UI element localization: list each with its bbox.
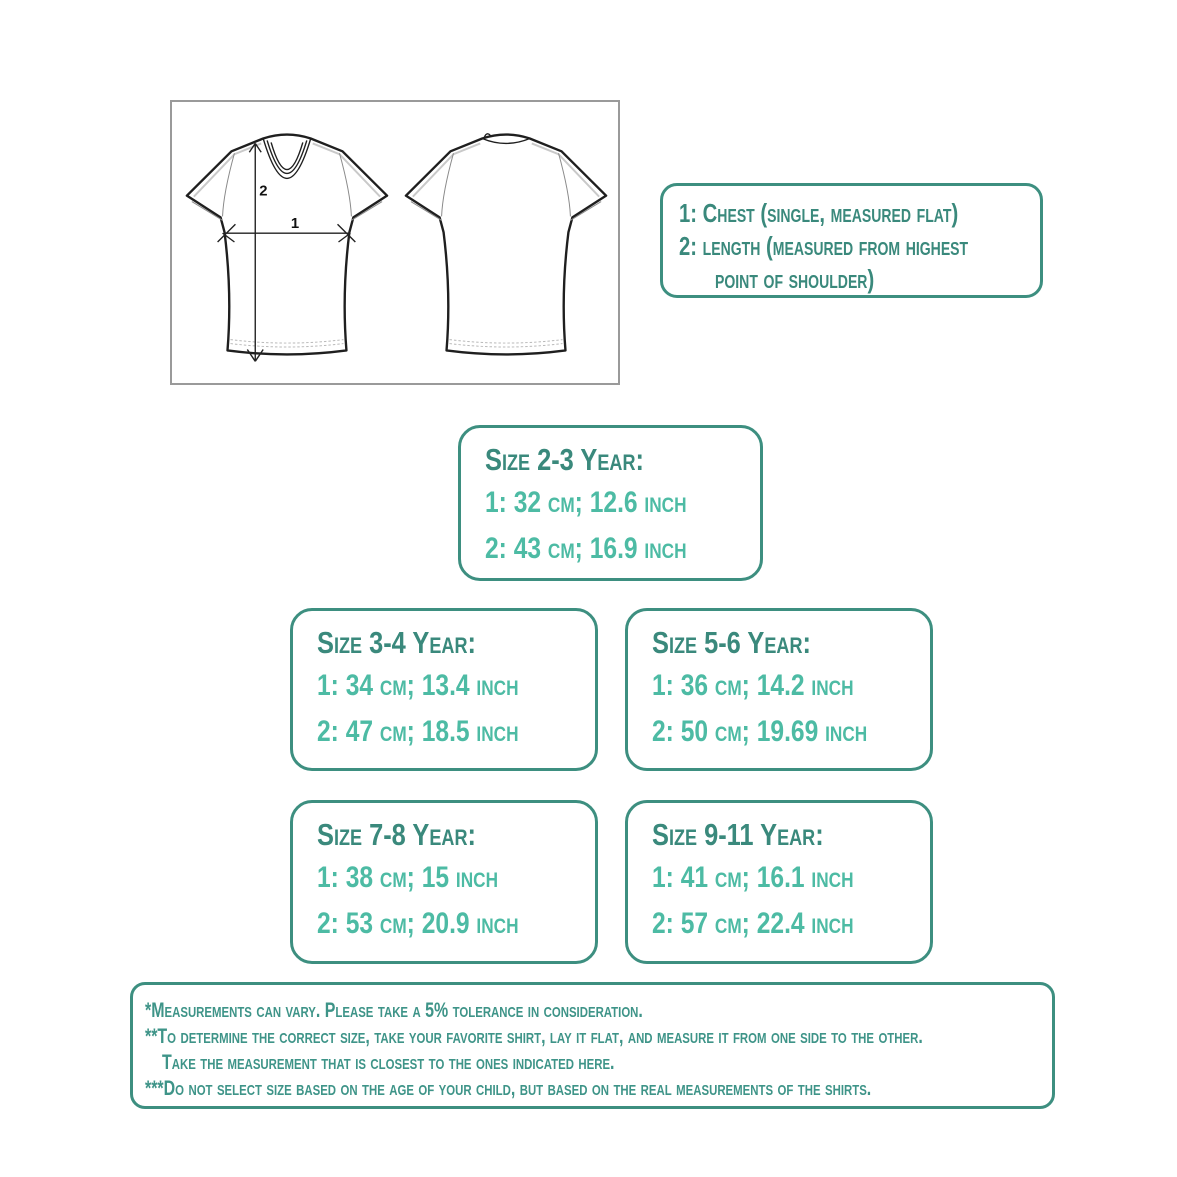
footnote-how-to-measure: **To determine the correct size, take your favorite shirt, lay it flat, and measure it from one side to the other. [145, 1025, 923, 1048]
legend-line-chest: 1: Chest (single, measured flat) [679, 198, 959, 228]
size-title: Size 9-11 Year: [652, 817, 824, 852]
tshirt-back-outline [406, 135, 606, 355]
chest-measurement: 1: 34 cm; 13.4 inch [317, 669, 519, 702]
footnotes-box [130, 982, 1055, 1109]
size-box-3-4-year [290, 608, 598, 771]
tshirt-diagram [172, 102, 618, 383]
size-title: Size 7-8 Year: [317, 817, 476, 852]
measure-label-chest: 1 [290, 216, 300, 233]
size-title: Size 3-4 Year: [317, 625, 476, 660]
size-box-5-6-year [625, 608, 933, 771]
size-title: Size 5-6 Year: [652, 625, 811, 660]
length-measurement: 2: 53 cm; 20.9 inch [317, 907, 519, 940]
footnote-age-warning: ***Do not select size based on the age of your child, but based on the real measurements of the shirts. [145, 1077, 872, 1100]
size-box-2-3-year [458, 425, 763, 581]
length-measurement: 2: 47 cm; 18.5 inch [317, 715, 519, 748]
chest-measurement: 1: 32 cm; 12.6 inch [485, 486, 687, 519]
chest-measurement: 1: 38 cm; 15 inch [317, 861, 499, 894]
footnote-tolerance: *Measurements can vary. Please take a 5% tolerance in consideration. [145, 999, 643, 1022]
length-measurement: 2: 43 cm; 16.9 inch [485, 532, 687, 565]
chest-measurement: 1: 36 cm; 14.2 inch [652, 669, 854, 702]
size-title: Size 2-3 Year: [485, 442, 644, 477]
size-box-9-11-year [625, 800, 933, 964]
legend-line-length-wrap: point of shoulder) [715, 264, 875, 294]
footnote-how-to-measure-wrap: Take the measurement that is closest to the ones indicated here. [162, 1051, 615, 1074]
chest-measurement: 1: 41 cm; 16.1 inch [652, 861, 854, 894]
length-measurement: 2: 57 cm; 22.4 inch [652, 907, 854, 940]
tshirt-diagram-frame [170, 100, 620, 385]
legend-line-length: 2: length (measured from highest [679, 231, 969, 261]
legend-box [660, 183, 1043, 298]
tshirt-front-outline [187, 135, 387, 355]
size-box-7-8-year [290, 800, 598, 964]
measure-label-length: 2 [259, 183, 268, 200]
length-measurement: 2: 50 cm; 19.69 inch [652, 715, 868, 748]
